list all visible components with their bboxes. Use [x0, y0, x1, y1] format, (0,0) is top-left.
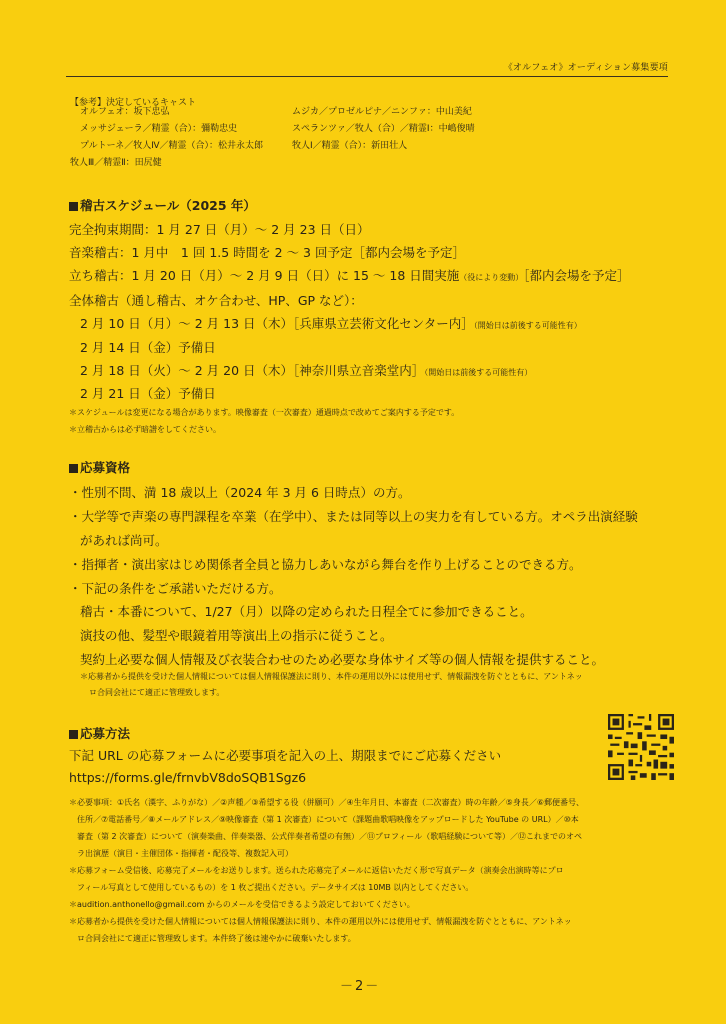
document-header: 《オルフェオ》オーディション募集要項 — [503, 63, 668, 73]
schedule-section-title: 稽古スケジュール（2025 年） — [69, 196, 256, 214]
application-note-line: 審査（第 2 次審査）について（演奏楽曲、伴奏楽器、公式伴奏者希望の有無）／⑪プロフィール（歌唱経験について等）／⑫これまでのオペ — [77, 832, 583, 841]
schedule-line: 立ち稽古：1 月 20 日（月）～ 2 月 9 日（日）に 15 ～ 18 日間実施（役により変動）［都内会場を予定］ — [69, 268, 630, 283]
cast-list-right — [292, 104, 475, 155]
application-note-line: ロ合同会社にて適正に管理致します。本件終了後は速やかに破棄いたします。 — [77, 934, 356, 943]
cast-list-left — [70, 104, 263, 172]
cast-heading: 【参考】決定しているキャスト — [70, 98, 197, 108]
header-rule — [66, 76, 668, 77]
application-form-link[interactable]: https://forms.gle/frnvbV8doSQB1Sgz6 — [69, 770, 307, 785]
eligibility-note: ロ合同会社にて適正に管理致します。 — [89, 688, 225, 697]
application-note-line: ＊必要事項：①氏名（漢字、ふりがな）／②声種／③希望する役（併願可）／④生年月日、本審査（二次審査）時の年齢／⑤身長／⑥郵便番号、 — [69, 798, 585, 807]
eligibility-item: ・指揮者・演出家はじめ関係者全員と協力しあいながら舞台を作り上げることのできる方。 — [69, 557, 582, 572]
cast-item: メッサジェーラ／精霊（合）：彌勒忠史 — [80, 124, 238, 134]
schedule-note: ＊立稽古からは必ず暗譜をしてください。 — [69, 425, 221, 434]
application-section-title: 応募方法 — [69, 724, 130, 742]
cast-item: スペランツァ／牧人（合）／精霊Ⅰ：中嶋俊晴 — [292, 124, 475, 134]
eligibility-condition: 演技の他、髪型や眼鏡着用等演出上の指示に従うこと。 — [80, 628, 393, 643]
eligibility-note: ＊応募者から提供を受けた個人情報については個人情報保護法に則り、本件の運用以外には使用せず、情報漏洩を防ぐとともに、アントネッ — [80, 672, 583, 681]
schedule-note: ＊スケジュールは変更になる場合があります。映像審査（一次審査）通過時点で改めてご案内する予定です。 — [69, 408, 460, 417]
eligibility-section-title: 応募資格 — [69, 458, 130, 476]
schedule-line: 全体稽古（通し稽古、オケ合わせ、HP、GP など）： — [69, 293, 363, 308]
schedule-line: 2 月 21 日（金）予備日 — [80, 386, 216, 401]
cast-item: ムジカ／プロゼルピナ／ニンファ：中山美紀 — [292, 107, 472, 117]
schedule-line: 音楽稽古：1 月中 1 回 1.5 時間を 2 ～ 3 回予定［都内会場を予定］ — [69, 245, 465, 260]
eligibility-item: ・下記の条件をご承諾いただける方。 — [69, 581, 282, 596]
cast-item: オルフェオ：坂下忠弘 — [80, 107, 170, 117]
application-note-line: フィール写真として使用しているもの）を 1 枚ご提出ください。データサイズは 10MB 以内としてください。 — [77, 883, 474, 892]
application-note-line: ＊応募フォーム受信後、応募完了メールをお送りします。送られた応募完了メールに返信いただく形で写真データ（演奏会出演時等にプロ — [69, 866, 564, 875]
eligibility-condition: 稽古・本番について、1/27（月）以降の定められた日程全てに参加できること。 — [80, 604, 533, 619]
application-note-line: ＊応募者から提供を受けた個人情報については個人情報保護法に則り、本件の運用以外には使用せず、情報漏洩を防ぐとともに、アントネッ — [69, 917, 572, 926]
application-notes — [69, 794, 584, 947]
application-note-line: ラ出演歴（演目・主催団体・指揮者・配役等、複数記入可） — [77, 849, 293, 858]
page-number: －2－ — [340, 979, 381, 994]
cast-item: プルトーネ／牧人Ⅳ／精霊（合）：松井永太郎 — [80, 141, 263, 151]
section-square-icon — [69, 464, 78, 473]
eligibility-item: ・大学等で声楽の専門課程を卒業（在学中）、または同等以上の実力を有している方。オペラ出演経験 — [69, 509, 638, 524]
schedule-line: 2 月 14 日（金）予備日 — [80, 340, 216, 355]
application-instruction: 下記 URL の応募フォームに必要事項を記入の上、期限までにご応募ください — [69, 748, 502, 763]
cast-item: 牧人Ⅰ／精霊（合）：新田壮人 — [292, 141, 408, 151]
qr-code-icon[interactable] — [608, 714, 674, 780]
application-note-line: 住所／⑦電話番号／⑧メールアドレス／⑨映像審査（第 1 次審査）について（課題曲歌唱映像をアップロードした YouTube の URL）／⑩本 — [77, 815, 579, 824]
section-square-icon — [69, 202, 78, 211]
schedule-line: 2 月 10 日（月）～ 2 月 13 日（木）［兵庫県立芸術文化センター内］（開始日は前後する可能性有） — [80, 316, 582, 331]
application-note-line: ＊audition.anthonello@gmail.com からのメールを受信できるよう設定しておいてください。 — [69, 900, 415, 909]
eligibility-item-cont: があれば尚可。 — [80, 533, 168, 548]
schedule-line: 完全拘束期間：1 月 27 日（月）～ 2 月 23 日（日） — [69, 222, 370, 237]
cast-item: 牧人Ⅲ／精霊Ⅱ：田尻健 — [70, 158, 162, 168]
eligibility-item: ・性別不問、満 18 歳以上（2024 年 3 月 6 日時点）の方。 — [69, 485, 411, 500]
eligibility-condition: 契約上必要な個人情報及び衣装合わせのため必要な身体サイズ等の個人情報を提供すること。 — [80, 652, 605, 667]
schedule-line: 2 月 18 日（火）～ 2 月 20 日（木）［神奈川県立音楽堂内］（開始日は前後する可能性有） — [80, 363, 533, 378]
section-square-icon — [69, 730, 78, 739]
